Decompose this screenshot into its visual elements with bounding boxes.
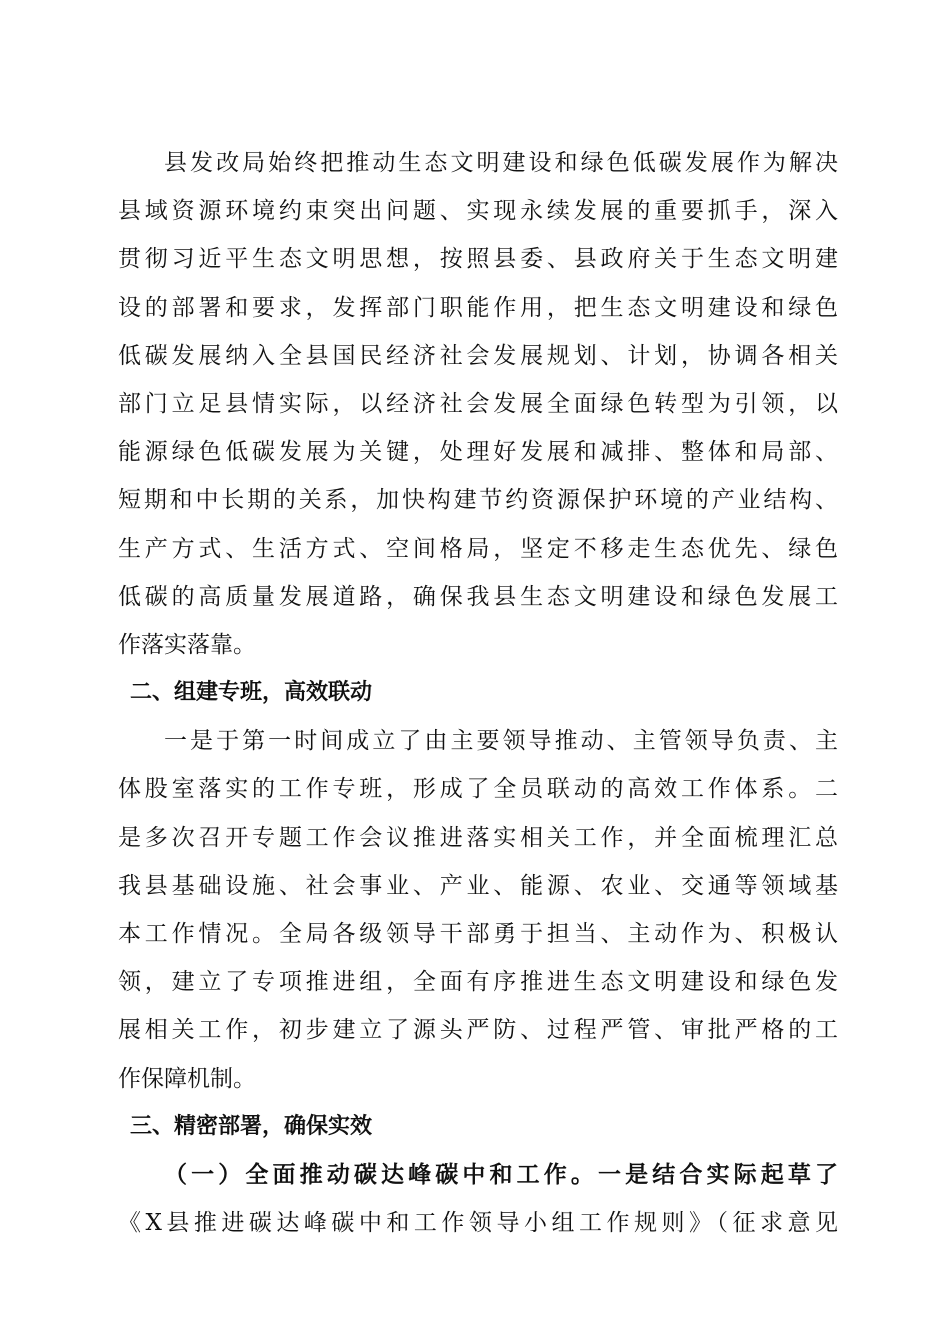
- section-heading-2: 二、组建专班，高效联动: [130, 680, 373, 706]
- paragraph-1-line: 低碳的高质量发展道路，确保我县生态文明建设和绿色发展工: [118, 583, 838, 610]
- paragraph-1-line: 作落实落靠。: [118, 631, 256, 658]
- paragraph-1-line: 县域资源环境约束突出问题、实现永续发展的重要抓手，深入: [118, 198, 838, 225]
- paragraph-1-line: 短期和中长期的关系，加快构建节约资源保护环境的产业结构、: [118, 487, 838, 514]
- paragraph-2-line: 体股室落实的工作专班，形成了全员联动的高效工作体系。二: [118, 776, 838, 803]
- paragraph-2-line: 一是于第一时间成立了由主要领导推动、主管领导负责、主: [164, 728, 838, 755]
- paragraph-1-line: 能源绿色低碳发展为关键，处理好发展和减排、整体和局部、: [118, 439, 838, 466]
- paragraph-1-line: 县发改局始终把推动生态文明建设和绿色低碳发展作为解决: [164, 150, 838, 176]
- paragraph-2-line: 是多次召开专题工作会议推进落实相关工作，并全面梳理汇总: [118, 824, 838, 851]
- document-body: [118, 139, 838, 1247]
- section-heading-3: 三、精密部署，确保实效: [130, 1113, 373, 1139]
- paragraph-2-line: 我县基础设施、社会事业、产业、能源、农业、交通等领域基: [118, 872, 838, 899]
- paragraph-2-line: 展相关工作，初步建立了源头严防、过程严管、审批严格的工: [118, 1017, 838, 1044]
- paragraph-2-line: 领，建立了专项推进组，全面有序推进生态文明建设和绿色发: [118, 969, 838, 996]
- paragraph-3-line: （一）全面推动碳达峰碳中和工作。一是结合实际起草了: [164, 1160, 838, 1188]
- paragraph-2-line: 作保障机制。: [118, 1065, 256, 1092]
- paragraph-1-line: 低碳发展纳入全县国民经济社会发展规划、计划，协调各相关: [118, 342, 838, 369]
- paragraph-1-line: 贯彻习近平生态文明思想，按照县委、县政府关于生态文明建: [118, 246, 838, 273]
- paragraph-1-line: 生产方式、生活方式、空间格局，坚定不移走生态优先、绿色: [118, 535, 838, 562]
- paragraph-3-line: 《X县推进碳达峰碳中和工作领导小组工作规则》（征求意见: [118, 1210, 838, 1237]
- paragraph-2-line: 本工作情况。全局各级领导干部勇于担当、主动作为、积极认: [118, 921, 838, 947]
- paragraph-1-line: 设的部署和要求，发挥部门职能作用，把生态文明建设和绿色: [118, 294, 838, 321]
- paragraph-1-line: 部门立足县情实际，以经济社会发展全面绿色转型为引领，以: [118, 390, 838, 417]
